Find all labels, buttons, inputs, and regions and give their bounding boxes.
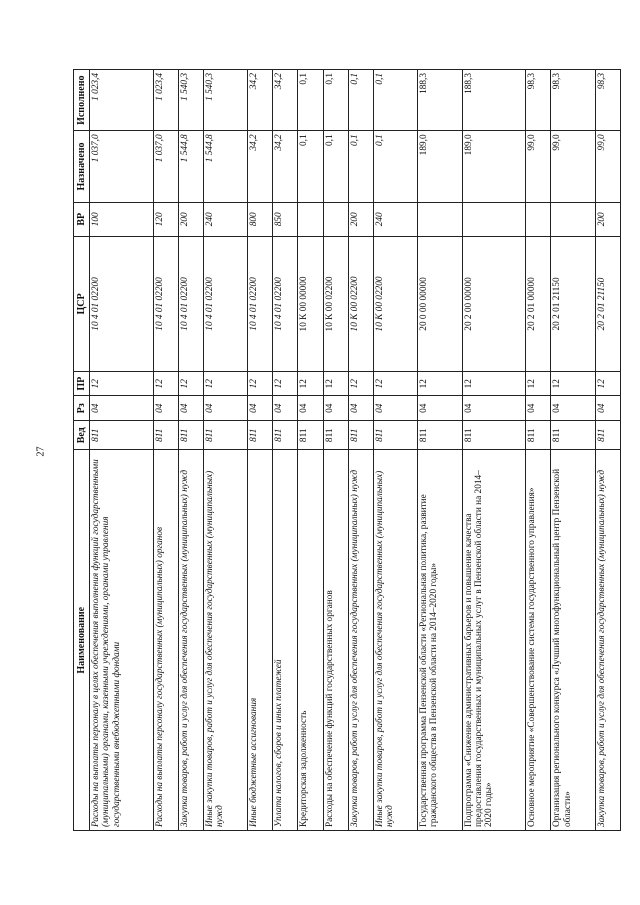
cell-ved: 811: [248, 421, 273, 450]
cell-ved: 811: [373, 421, 417, 450]
page-number: 27: [35, 446, 47, 457]
cell-executed: 0,1: [323, 70, 348, 131]
table-row: [323, 70, 348, 831]
table-row: [462, 70, 526, 831]
cell-rz: 04: [323, 396, 348, 421]
cell-pr: 12: [298, 371, 323, 396]
cell-name: Иные бюджетные ассигнования: [248, 450, 273, 831]
table-row: [153, 70, 178, 831]
cell-pr: 12: [203, 371, 247, 396]
cell-name: Организация регионального конкурса «Лучший многофункциональный центр Пензенской области»: [551, 450, 595, 831]
cell-pr: 12: [153, 371, 178, 396]
cell-assigned: 34,2: [273, 131, 298, 202]
cell-executed: 34,2: [248, 70, 273, 131]
cell-vr: [551, 202, 595, 236]
cell-csr: 10 4 01 02200: [273, 236, 298, 371]
cell-rz: 04: [248, 396, 273, 421]
cell-rz: 04: [595, 396, 620, 421]
cell-vr: 200: [348, 202, 373, 236]
cell-rz: 04: [551, 396, 595, 421]
cell-pr: 12: [418, 371, 462, 396]
table-row: [348, 70, 373, 831]
cell-ved: 811: [90, 421, 154, 450]
cell-name: Закупка товаров, работ и услуг для обеспечения государственных (муниципальных) нужд: [348, 450, 373, 831]
cell-vr: 800: [248, 202, 273, 236]
cell-assigned: 0,1: [348, 131, 373, 202]
cell-csr: 10 4 01 02200: [178, 236, 203, 371]
cell-assigned: 34,2: [248, 131, 273, 202]
table-row: [298, 70, 323, 831]
cell-executed: 0,1: [373, 70, 417, 131]
cell-csr: 20 2 01 00000: [526, 236, 551, 371]
budget-table-container: [73, 69, 621, 831]
cell-rz: 04: [526, 396, 551, 421]
cell-name: Расходы на выплаты персоналу государственных (муниципальных) органов: [153, 450, 178, 831]
cell-assigned: 1 544,8: [203, 131, 247, 202]
cell-executed: 1 540,3: [178, 70, 203, 131]
cell-csr: 10 4 01 02200: [203, 236, 247, 371]
cell-assigned: 0,1: [373, 131, 417, 202]
cell-pr: 12: [323, 371, 348, 396]
cell-name: Подпрограмма «Снижение административных барьеров и повышение качества предоставления государственных и муниципальных услуг в Пензенской области на 2014–2020 годы»: [462, 450, 526, 831]
header-csr: ЦСР: [74, 236, 90, 371]
cell-name: Кредиторская задолженность: [298, 450, 323, 831]
cell-ved: 811: [298, 421, 323, 450]
cell-vr: [298, 202, 323, 236]
cell-csr: 20 0 00 00000: [418, 236, 462, 371]
cell-name: Основное мероприятие «Совершенствование системы государственного управления»: [526, 450, 551, 831]
cell-vr: [462, 202, 526, 236]
cell-csr: 20 2 01 21150: [551, 236, 595, 371]
cell-assigned: 189,0: [418, 131, 462, 202]
cell-rz: 04: [418, 396, 462, 421]
header-executed: Исполнено: [74, 70, 90, 131]
table-row: [551, 70, 595, 831]
cell-name: Расходы на обеспечение функций государственных органов: [323, 450, 348, 831]
cell-pr: 12: [551, 371, 595, 396]
cell-name: Иные закупки товаров, работ и услуг для обеспечения государственных (муниципальных) нужд: [203, 450, 247, 831]
cell-assigned: 1 544,8: [178, 131, 203, 202]
cell-executed: 188,3: [462, 70, 526, 131]
cell-rz: 04: [298, 396, 323, 421]
cell-csr: 10 4 01 02200: [153, 236, 178, 371]
cell-rz: 04: [373, 396, 417, 421]
cell-pr: 12: [373, 371, 417, 396]
table-row: [178, 70, 203, 831]
cell-csr: 10 К 00 02200: [348, 236, 373, 371]
cell-assigned: 1 037,0: [153, 131, 178, 202]
table-header-row: [74, 70, 90, 831]
cell-csr: 10 К 00 00000: [298, 236, 323, 371]
cell-rz: 04: [273, 396, 298, 421]
cell-ved: 811: [595, 421, 620, 450]
budget-table: [73, 69, 621, 831]
cell-assigned: 99,0: [551, 131, 595, 202]
cell-executed: 0,1: [348, 70, 373, 131]
cell-rz: 04: [203, 396, 247, 421]
header-assigned: Назначено: [74, 131, 90, 202]
cell-name: Иные закупки товаров, работ и услуг для обеспечения государственных (муниципальных) нужд: [373, 450, 417, 831]
cell-pr: 12: [273, 371, 298, 396]
cell-assigned: 99,0: [526, 131, 551, 202]
cell-assigned: 0,1: [298, 131, 323, 202]
cell-pr: 12: [178, 371, 203, 396]
header-vr: ВР: [74, 202, 90, 236]
table-row: [526, 70, 551, 831]
table-row: [90, 70, 154, 831]
cell-ved: 811: [323, 421, 348, 450]
cell-rz: 04: [178, 396, 203, 421]
header-rz: Рз: [74, 396, 90, 421]
cell-ved: 811: [526, 421, 551, 450]
cell-pr: 12: [462, 371, 526, 396]
cell-assigned: 1 037,0: [90, 131, 154, 202]
cell-ved: 811: [418, 421, 462, 450]
cell-name: Закупка товаров, работ и услуг для обеспечения государственных (муниципальных) нужд: [178, 450, 203, 831]
cell-csr: 10 4 01 02200: [90, 236, 154, 371]
table-row: [595, 70, 620, 831]
cell-executed: 98,3: [595, 70, 620, 131]
cell-assigned: 189,0: [462, 131, 526, 202]
cell-pr: 12: [248, 371, 273, 396]
cell-csr: 20 2 01 21150: [595, 236, 620, 371]
cell-executed: 1 023,4: [90, 70, 154, 131]
cell-name: Расходы на выплаты персоналу в целях обеспечения выполнения функций государственными (муниципальными) органами, казенными учреждениями, органами управления государственными внебюджетными фондами: [90, 450, 154, 831]
cell-executed: 188,3: [418, 70, 462, 131]
cell-csr: 10 4 01 02200: [248, 236, 273, 371]
cell-executed: 34,2: [273, 70, 298, 131]
cell-ved: 811: [203, 421, 247, 450]
cell-vr: 120: [153, 202, 178, 236]
cell-ved: 811: [273, 421, 298, 450]
table-row: [373, 70, 417, 831]
cell-vr: 850: [273, 202, 298, 236]
cell-ved: 811: [462, 421, 526, 450]
cell-rz: 04: [153, 396, 178, 421]
table-row: [203, 70, 247, 831]
table-row: [418, 70, 462, 831]
cell-assigned: 0,1: [323, 131, 348, 202]
cell-vr: [323, 202, 348, 236]
cell-vr: 100: [90, 202, 154, 236]
cell-rz: 04: [462, 396, 526, 421]
header-ved: Вед: [74, 421, 90, 450]
cell-pr: 12: [348, 371, 373, 396]
cell-name: Государственная программа Пензенской области «Региональная политика, развитие гражданского общества в Пензенской области на 2014–2020 годы»: [418, 450, 462, 831]
header-pr: ПР: [74, 371, 90, 396]
cell-vr: 240: [373, 202, 417, 236]
cell-pr: 12: [595, 371, 620, 396]
cell-rz: 04: [90, 396, 154, 421]
cell-ved: 811: [178, 421, 203, 450]
cell-name: Закупка товаров, работ и услуг для обеспечения государственных (муниципальных) нужд: [595, 450, 620, 831]
cell-csr: 20 2 00 00000: [462, 236, 526, 371]
cell-csr: 10 К 00 02200: [323, 236, 348, 371]
cell-ved: 811: [348, 421, 373, 450]
table-row: [248, 70, 273, 831]
cell-ved: 811: [153, 421, 178, 450]
cell-rz: 04: [348, 396, 373, 421]
cell-executed: 0,1: [298, 70, 323, 131]
cell-assigned: 99,0: [595, 131, 620, 202]
cell-executed: 1 023,4: [153, 70, 178, 131]
table-row: [273, 70, 298, 831]
cell-ved: 811: [551, 421, 595, 450]
cell-vr: [418, 202, 462, 236]
cell-vr: [526, 202, 551, 236]
cell-pr: 12: [526, 371, 551, 396]
cell-csr: 10 К 00 02200: [373, 236, 417, 371]
header-name: Наименование: [74, 450, 90, 831]
cell-vr: 240: [203, 202, 247, 236]
cell-executed: 1 540,3: [203, 70, 247, 131]
cell-pr: 12: [90, 371, 154, 396]
cell-vr: 200: [178, 202, 203, 236]
cell-executed: 98,3: [551, 70, 595, 131]
cell-vr: 200: [595, 202, 620, 236]
cell-name: Уплата налогов, сборов и иных платежей: [273, 450, 298, 831]
cell-executed: 98,3: [526, 70, 551, 131]
